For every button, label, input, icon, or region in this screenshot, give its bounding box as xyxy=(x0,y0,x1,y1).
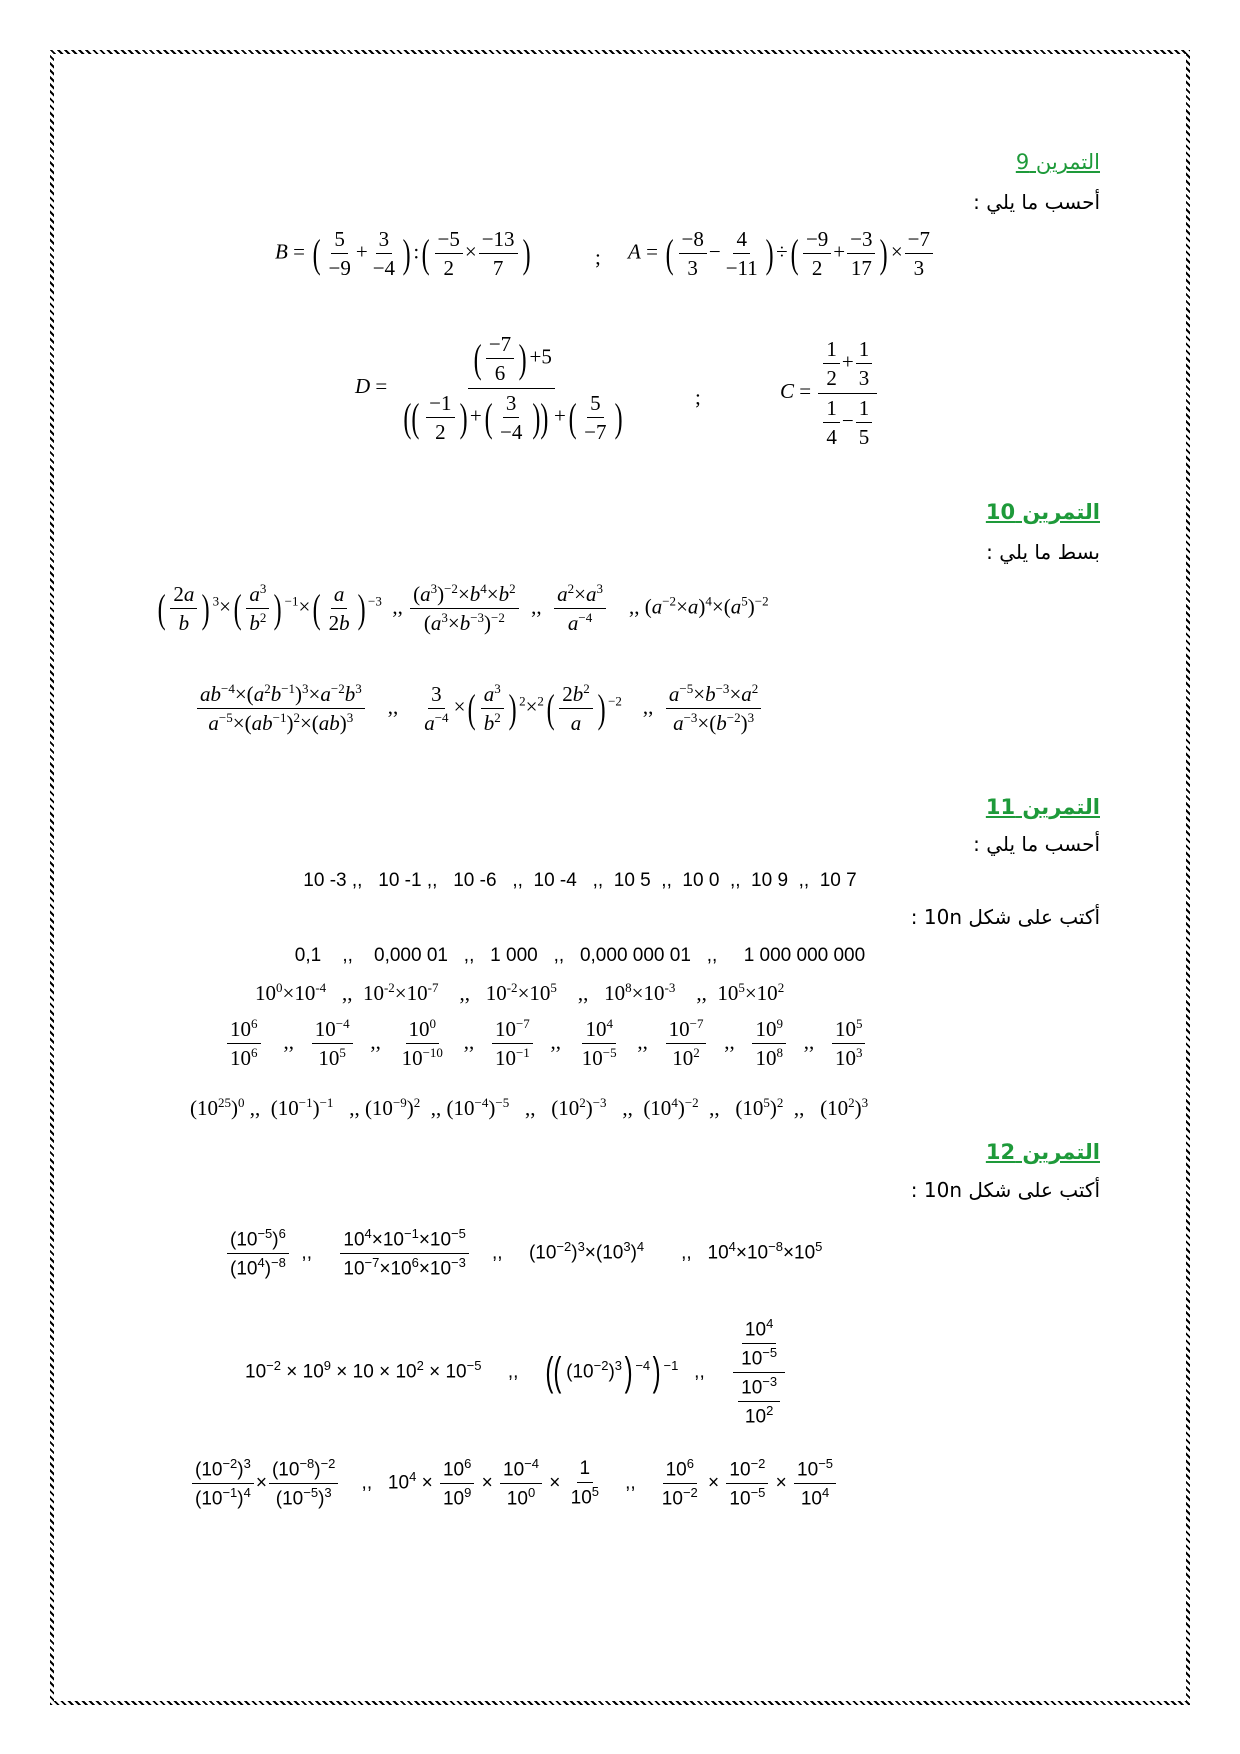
ex9-instruction: أحسب ما يلي : xyxy=(973,190,1100,214)
ex9-title: التمرين 9 xyxy=(1015,150,1100,174)
ex11-title: التمرين 11 xyxy=(985,795,1100,819)
ex12-row3: $\frac{(10^{-2})^3}{(10^{-1})^4}$ × $\frac{(10^{-8})^{-2}}{(10^{-5})^3}$ ,, $10^4$ × $\frac{10^6}{10^9}$ × $\frac{10^{-4}}{10^0}$ × $\frac{1}{10^5}$ ,, $\frac{10^6}{10^{-2}}$ × $\frac{10^{-2}}{10^{-5}}$ × $\frac{10^{-5}}{10^4}$ xyxy=(190,1455,838,1512)
ex9-expr-d: D = ( $\frac{-7}{6}$ ) +5 (( $\frac{-1}{2}$ ) +( $\frac{3}{-4}$ )) +( $\frac{5}{-7}$ ) xyxy=(355,332,623,445)
ex12-row2: $10^{-2} \times 10^9 \times 10 \times 10^2 \times 10^{-5}$ ,, (( $(10^{-2})^3$) $^{-4}$) $^{-1}$ ,, $\frac{\frac{10^4}{10^{-5}}}{\frac{10^{-3}}{10^2}}$ xyxy=(245,1315,787,1430)
ex10-row2: $\frac{ab^{-4}\times(a^2b^{-1})^3\times a^{-2}b^3}{a^{-5}\times(ab^{-1})^2\times(ab)^3}$ ,, $\frac{3}{a^{-4}}$ ×( $\frac{a^3}{b^2}$ ) $^2$×$^2$( $\frac{2b^2}{a}$ ) $^{-2}$ ,, $\frac{a^{-5}\times b^{-3}\times a^2}{a^{-3}\times(b^{-2})^3}$ xyxy=(195,680,763,738)
ex11-powers-row: 10 -3 ,, 10 -1 ,, 10 -6 ,, 10 -4 ,, 10 5 ,, 10 0 ,, 10 9 ,, 10 7 xyxy=(303,870,857,891)
ex12-instruction: أكتب على شكل 10n : xyxy=(910,1178,1100,1202)
ex11-powers-of-powers-row: $(10^{25})^0$ ,, $(10^{-1})^{-1}$ ,, $(10^{-9})^2$ ,, $(10^{-4})^{-5}$ ,, $(10^2)^{-3}$ ,, $(10^4)^{-2}$ ,, $(10^5)^2$ ,, $(10^2)^3$ xyxy=(190,1095,869,1120)
separator: ; xyxy=(595,245,601,269)
ex10-title: التمرين 10 xyxy=(985,500,1100,524)
separator: ; xyxy=(695,385,701,409)
ex10-instruction: بسط ما يلي : xyxy=(986,540,1100,564)
ex9-expr-a: A = ( $\frac{-8}{3}$ − $\frac{4}{-11}$ ) ÷( $\frac{-9}{2}$ + $\frac{-3}{17}$ ) × $\frac{-7}{3}$ xyxy=(628,225,935,283)
ex12-row1: $\frac{(10^{-5})^6}{(10^4)^{-8}}$ ,, $\frac{10^4\times 10^{-1}\times 10^{-5}}{10^{-7}\times 10^6\times 10^{-3}}$ ,, $(10^{-2})^3\times(10^3)^4$ ,, $10^4\times 10^{-8}\times 10^5$ xyxy=(225,1225,822,1282)
ex12-title: التمرين 12 xyxy=(985,1140,1100,1164)
ex11-instruction2: أكتب على شكل 10n : xyxy=(910,905,1100,929)
ex11-instruction: أحسب ما يلي : xyxy=(973,832,1100,856)
ex11-products-row: $10^0\times 10^{-4}$ ,, $10^{-2}\times 10^{-7}$ ,, $10^{-2}\times 10^5$ ,, $10^8\times 10^{-3}$ ,, $10^5\times 10^2$ xyxy=(255,980,785,1005)
ex11-quotients-row: $\frac{10^6}{10^6}$ ,, $\frac{10^{-4}}{10^5}$ ,, $\frac{10^0}{10^{-10}}$ ,, $\frac{10^{-7}}{10^{-1}}$ ,, $\frac{10^4}{10^{-5}}$ ,, $\frac{10^{-7}}{10^2}$ ,, $\frac{10^9}{10^8}$ ,, $\frac{10^5}{10^3}$ xyxy=(225,1015,867,1073)
ex9-expr-c: C = $\frac{1}{2}$ + $\frac{1}{3}$ $\frac{1}{4}$ − $\frac{1}{5}$ xyxy=(780,335,879,451)
ex10-row1: ( $\frac{2a}{b}$ ) $^3$×( $\frac{a^3}{b^2}$ ) $^{-1}$×( $\frac{a}{2b}$ ) $^{-3}$ ,, $\frac{(a^3)^{-2}\times b^4\times b^2}{(a^3\times b^{-3})^{-2}}$ ,, $\frac{a^2\times a^3}{a^{-4}}$ ,, $(a^{-2}\times a)^4\times(a^5)^{-2}$ xyxy=(157,581,769,636)
ex11-numbers-row: 0,1 ,, 0,000 01 ,, 1 000 ,, 0,000 000 01 ,, 1 000 000 000 xyxy=(294,945,866,966)
ex9-expr-b: B = ( $\frac{5}{-9}$ + $\frac{3}{-4}$ ) :( $\frac{-5}{2}$ × $\frac{-13}{7}$ ) xyxy=(275,227,531,281)
